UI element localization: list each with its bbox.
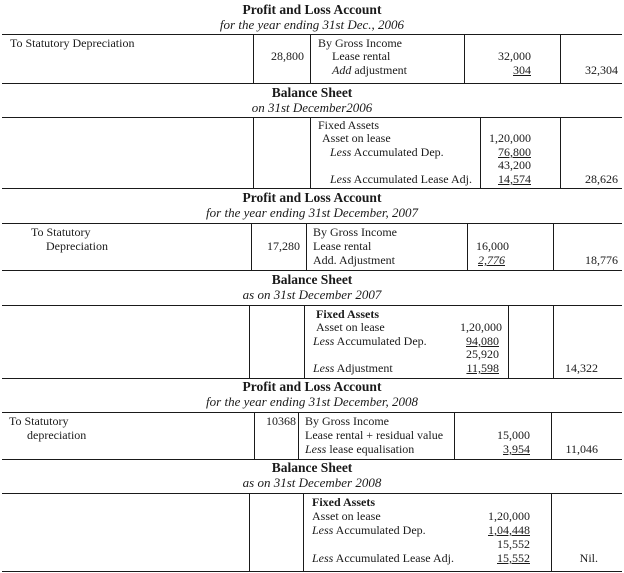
pl-2008-total: 11,046 — [565, 442, 598, 456]
column-rule — [310, 34, 311, 83]
pl-2006-adjustment-label — [332, 64, 407, 77]
less-prefix: Less — [313, 361, 335, 375]
bs-2007-subtotal: 25,920 — [466, 347, 499, 361]
column-rule — [306, 223, 307, 270]
acc-lease-adj-value: 15,552 — [497, 551, 530, 565]
bs-2008-acc-lease-adj-value — [470, 552, 530, 565]
pl-2007-debit-amount: 17,280 — [267, 239, 300, 253]
bs-2007-acc-dep-label — [313, 335, 427, 348]
column-rule — [249, 305, 250, 378]
bs-2007-asset-on-lease: Asset on lease — [316, 320, 385, 334]
acc-dep-text: Accumulated Dep. — [333, 523, 426, 537]
pl-2007-lease-rental-value: 16,000 — [476, 239, 509, 253]
pl-2006-debit-amount: 28,800 — [271, 49, 304, 63]
pl-2008-lease-rental-value: 15,000 — [497, 428, 530, 442]
bs-2006-acc-lease-adj-value — [481, 173, 531, 186]
adjustment-value: 304 — [513, 63, 531, 77]
divider — [2, 571, 622, 572]
bs-2006-asset-on-lease: Asset on lease — [322, 131, 391, 145]
bs-2006-asset-value: 1,20,000 — [489, 131, 531, 145]
bs-2008-subtotal: 15,552 — [497, 537, 530, 551]
pl-2006-lease-rental-value: 32,000 — [498, 49, 531, 63]
bs-2007-subtitle: as on 31st December 2007 — [242, 287, 382, 302]
bs-2007-adjustment-value — [440, 362, 499, 375]
bs-2008-subtitle: as on 31st December 2008 — [242, 475, 382, 490]
pl-2006-debit-label: To Statutory Depreciation — [10, 36, 135, 50]
bs-2006-total: 28,626 — [585, 172, 618, 186]
less-prefix: Less — [312, 551, 334, 565]
bs-2008-acc-dep-label — [312, 524, 426, 537]
pl-2007-adjustment-label: Add. Adjustment — [313, 253, 396, 267]
bs-2007-fixed-assets: Fixed Assets — [316, 307, 379, 321]
acc-dep-text: Accumulated Dep. — [351, 145, 444, 159]
pl-2007-credit-header: By Gross Income — [313, 225, 397, 239]
pl-2008-subtitle: for the year ending 31st December, 2008 — [206, 394, 418, 409]
pl-2008-credit-header: By Gross Income — [305, 414, 389, 428]
acc-dep-text: Accumulated Dep. — [334, 334, 427, 348]
divider — [2, 305, 622, 306]
acc-dep-value: 94,080 — [466, 334, 499, 348]
pl-2006-lease-rental-label: Lease rental — [332, 49, 391, 63]
divider — [2, 493, 622, 494]
pl-2007-debit-label-2: Depreciation — [46, 239, 108, 253]
pl-2007-subtitle: for the year ending 31st December, 2007 — [206, 205, 418, 220]
column-rule — [298, 412, 299, 459]
pl-2007-lease-rental-label: Lease rental — [313, 239, 372, 253]
pl-2006-title: Profit and Loss Account — [242, 2, 382, 17]
adjustment-value: 2,776 — [478, 253, 505, 267]
bs-2006-acc-lease-adj-label — [330, 173, 472, 186]
pl-2008-title: Profit and Loss Account — [242, 379, 382, 394]
column-rule — [253, 117, 254, 188]
less-prefix: Less — [305, 442, 327, 456]
bs-2008-total: Nil. — [579, 551, 598, 565]
pl-2006-subtitle: for the year ending 31st Dec., 2006 — [219, 17, 405, 32]
pl-2007-debit-label-1: To Statutory — [31, 225, 91, 239]
column-rule — [249, 493, 250, 571]
divider — [2, 117, 622, 118]
bs-2006-subtitle: on 31st December2006 — [251, 100, 373, 115]
divider — [2, 188, 622, 189]
pl-2006-total: 32,304 — [585, 63, 618, 77]
divider — [2, 83, 622, 84]
adjustment-value: 11,598 — [466, 361, 499, 375]
pl-2008-debit-label-1: To Statutory — [9, 414, 69, 428]
divider — [2, 223, 622, 224]
bs-2008-asset-value: 1,20,000 — [488, 509, 530, 523]
less-prefix: Less — [313, 334, 335, 348]
bs-2007-asset-value: 1,20,000 — [460, 320, 502, 334]
bs-2008-asset-on-lease: Asset on lease — [312, 509, 381, 523]
bs-2008-acc-dep-value — [470, 524, 530, 537]
bs-2008-title: Balance Sheet — [271, 460, 353, 475]
adjustment-text: Adjustment — [334, 361, 393, 375]
column-rule — [304, 305, 305, 378]
pl-2006-adjustment-value — [465, 64, 531, 77]
equalisation-text: lease equalisation — [326, 442, 415, 456]
pl-2008-equalisation-label — [305, 443, 414, 456]
divider — [2, 270, 622, 271]
pl-2008-debit-amount: 10368 — [266, 414, 296, 428]
pl-2007-total: 18,776 — [585, 253, 618, 267]
acc-lease-adj-text: Accumulated Lease Adj. — [351, 172, 472, 186]
pl-2006-credit-header: By Gross Income — [318, 36, 402, 50]
pl-2007-adjustment-value — [478, 254, 505, 267]
less-prefix: Less — [330, 172, 352, 186]
acc-dep-value: 1,04,448 — [488, 523, 530, 537]
bs-2007-total: 14,322 — [565, 361, 598, 375]
pl-2008-lease-rental-label: Lease rental + residual value — [305, 428, 444, 442]
pl-2008-debit-label-2: depreciation — [27, 428, 87, 442]
less-prefix: Less — [330, 145, 352, 159]
equalisation-value: 3,954 — [503, 442, 530, 456]
adjustment-text: adjustment — [351, 63, 408, 77]
column-rule — [467, 223, 468, 270]
bs-2006-title: Balance Sheet — [271, 85, 353, 100]
bs-2006-subtotal: 43,200 — [498, 158, 531, 172]
add-prefix: Add — [332, 63, 352, 77]
column-rule — [508, 305, 509, 378]
less-prefix: Less — [312, 523, 334, 537]
acc-lease-adj-text: Accumulated Lease Adj. — [333, 551, 454, 565]
pl-2008-equalisation-value — [455, 443, 530, 456]
column-rule — [303, 493, 304, 571]
bs-2006-fixed-assets: Fixed Assets — [318, 118, 380, 132]
bs-2008-fixed-assets: Fixed Assets — [312, 495, 375, 509]
divider — [2, 34, 622, 35]
pl-2007-title: Profit and Loss Account — [242, 190, 382, 205]
bs-2006-acc-dep-label — [330, 146, 444, 159]
divider — [2, 412, 622, 413]
bs-2007-title: Balance Sheet — [271, 272, 353, 287]
bs-2007-adjustment-label — [313, 362, 393, 375]
bs-2008-acc-lease-adj-label — [312, 552, 454, 565]
acc-dep-value: 76,800 — [498, 145, 531, 159]
acc-lease-adj-value: 14,574 — [498, 172, 531, 186]
column-rule — [310, 117, 311, 188]
